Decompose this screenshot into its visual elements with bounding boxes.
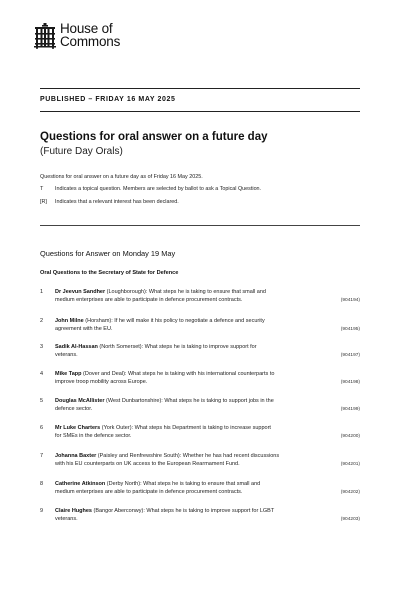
question-text <box>55 424 335 441</box>
question-text <box>55 480 335 497</box>
question-number: 5 <box>40 398 44 404</box>
question-number: 3 <box>40 344 44 350</box>
legend-interest <box>40 199 179 205</box>
published-date: PUBLISHED – FRIDAY 16 MAY 2025 <box>40 96 176 103</box>
question-reference: (904201) <box>340 462 360 467</box>
question-line-2: veterans. <box>55 352 78 359</box>
portcullis-icon <box>34 23 56 49</box>
question-text <box>55 397 335 414</box>
question-line-2: defence sector. <box>55 406 93 413</box>
question-number: 2 <box>40 318 44 324</box>
legend-text: Indicates that a relevant interest has been declared. <box>55 199 179 205</box>
question-number: 8 <box>40 481 44 487</box>
question-reference: (904203) <box>340 517 360 522</box>
constituency: (York Outer): <box>100 425 134 431</box>
question-line-1: Whether he has had recent discussions <box>181 453 280 459</box>
section-heading: Questions for Answer on Monday 19 May <box>40 249 176 258</box>
question-text <box>55 288 335 305</box>
question-number: 9 <box>40 508 44 514</box>
question-reference: (904200) <box>340 434 360 439</box>
constituency: (Bangor Aberconwy): <box>91 508 145 514</box>
question-line-2: with his EU counterparts on UK access to the European Rearmament Fund. <box>55 461 240 468</box>
question-text <box>55 507 335 524</box>
legend-topical <box>40 186 261 192</box>
section-subheading: Oral Questions to the Secretary of State for Defence <box>40 270 179 276</box>
question-line-1: What steps he is taking to ensure that small and <box>141 481 261 487</box>
question-line-1: What steps he is taking to ensure that small and <box>147 289 266 295</box>
constituency: (Paisley and Renfrewshire South): <box>96 453 182 459</box>
question-line-2: medium enterprises are able to participate in defence procurement contracts. <box>55 297 243 304</box>
member-name: Catherine Atkinson <box>55 481 106 487</box>
question-reference: (904197) <box>340 353 360 358</box>
member-name: Douglas McAllister <box>55 398 105 404</box>
question-number: 7 <box>40 453 44 459</box>
logo-line-2: Commons <box>60 34 121 49</box>
question-reference: (904195) <box>340 327 360 332</box>
question-line-2: medium enterprises are able to participate in defence procurement contracts. <box>55 489 243 496</box>
published-divider <box>40 111 360 112</box>
constituency: (Horsham): <box>83 318 113 324</box>
question-reference: (904194) <box>340 298 360 303</box>
intro-text: Questions for oral answer on a future day as of Friday 16 May 2025. <box>40 174 203 180</box>
question-line-1: What steps he is taking to improve support for LGBT <box>144 508 275 514</box>
member-name: Sadik Al-Hassan <box>55 344 98 350</box>
question-reference: (904198) <box>340 380 360 385</box>
page-subtitle: (Future Day Orals) <box>40 146 123 157</box>
constituency: (North Somerset): <box>97 344 144 350</box>
question-line-2: for SMEs in the defence sector. <box>55 433 132 440</box>
constituency: (Loughborough): <box>105 289 148 295</box>
question-line-1: What steps he is taking with his international counterparts to <box>126 371 275 377</box>
question-number: 6 <box>40 425 44 431</box>
member-name: Dr Jeevun Sandher <box>55 289 106 295</box>
constituency: (Derby North): <box>105 481 142 487</box>
legend-key: T <box>40 186 44 192</box>
header-divider <box>40 88 360 89</box>
logo-line-1: House of <box>60 21 113 36</box>
constituency: (West Dunbartonshire): <box>104 398 163 404</box>
constituency: (Dover and Deal): <box>81 371 127 377</box>
question-text <box>55 343 335 360</box>
member-name: Johanna Baxter <box>55 453 97 459</box>
question-line-1: What steps his Department is taking to increase support <box>133 425 271 431</box>
question-text <box>55 370 335 387</box>
question-number: 4 <box>40 371 44 377</box>
member-name: Mr Luke Charters <box>55 425 101 431</box>
question-text <box>55 317 335 334</box>
question-line-2: veterans. <box>55 516 78 523</box>
question-line-1: What steps he is taking to support jobs in the <box>162 398 274 404</box>
question-line-2: improve troop mobility across Europe. <box>55 379 148 386</box>
member-name: John Milne <box>55 318 84 324</box>
question-number: 1 <box>40 289 44 295</box>
member-name: Mike Tapp <box>55 371 82 377</box>
question-line-2: agreement with the EU. <box>55 326 113 333</box>
member-name: Claire Hughes <box>55 508 92 514</box>
legend-key: [R] <box>40 199 47 205</box>
question-reference: (904199) <box>340 407 360 412</box>
page-title: Questions for oral answer on a future day <box>40 131 268 143</box>
question-reference: (904202) <box>340 490 360 495</box>
question-text <box>55 452 335 469</box>
section-divider <box>40 225 360 226</box>
question-line-1: If he will make it his policy to negotiate a defence and security <box>112 318 265 324</box>
house-of-commons-logo <box>34 22 120 49</box>
legend-text: Indicates a topical question. Members are selected by ballot to ask a Topical Question. <box>55 186 262 192</box>
question-line-1: What steps he is taking to improve support for <box>143 344 257 350</box>
logo-text <box>60 22 120 48</box>
